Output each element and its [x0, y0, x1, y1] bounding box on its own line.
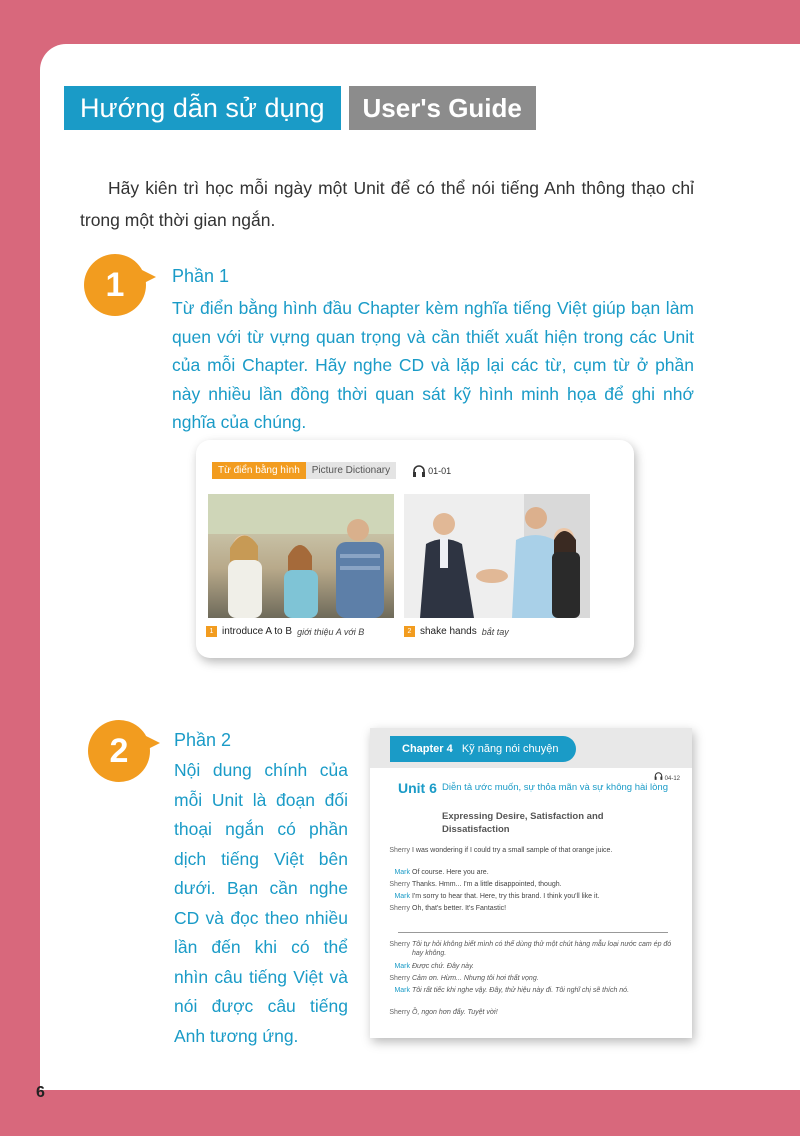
unit-title-vi: Diễn tả ước muốn, sự thỏa mãn và sự không hài lòng: [442, 782, 668, 793]
dialogue-text: Cảm ơn. Hừm... Nhưng tôi hơi thất vọng.: [412, 975, 539, 982]
chapter-sample-card: [370, 728, 692, 1038]
page-number: 6: [36, 1084, 45, 1101]
dialogue-text: Được chứ. Đây này.: [412, 963, 474, 970]
dialogue-speaker: Sherry: [389, 847, 410, 854]
unit-title-en: Expressing Desire, Satisfaction and Dissatisfaction: [442, 811, 604, 835]
picture-dictionary-card: [196, 440, 634, 658]
caption-2-en: shake hands: [420, 626, 477, 637]
caption-2-vi: bắt tay: [481, 626, 509, 637]
caption-number-2: 2: [404, 626, 415, 637]
caption-1-en: introduce A to B: [222, 626, 293, 637]
part2-body: Nội dung chính của mỗi Unit là đoạn đối thoại ngắn có phần dịch tiếng Việt bên dưới. Bạn cần nghe CD và đọc theo nhiều lần đến khi có thể nhìn câu tiếng Việt và nói được câu tiếng Anh tương ứng.: [174, 760, 348, 1046]
part1-title: Phần 1: [172, 266, 230, 286]
part1-body: Từ điển bằng hình đầu Chapter kèm nghĩa tiếng Việt giúp bạn làm quen với từ vựng quan trọng và cần thiết xuất hiện trong các Unit của mỗi Chapter. Hãy nghe CD và lặp lại các từ, cụm từ ở phần này nhiều lần đồng thời quan sát kỹ hình minh họa để ghi nhớ nghĩa của chúng.: [172, 298, 694, 432]
dialogue-text: I was wondering if I could try a small sample of that orange juice.: [412, 847, 613, 854]
title-vi: Hướng dẫn sử dụng: [64, 86, 341, 130]
picture-dictionary-header: [212, 462, 451, 479]
part2-number-badge: 2: [88, 720, 150, 782]
caption-1-vi: giới thiệu A với B: [297, 626, 365, 637]
audio-track: [412, 465, 451, 477]
headphones-icon: [654, 772, 663, 780]
audio-track-number: 01-01: [428, 465, 452, 476]
title-en: User's Guide: [349, 86, 536, 130]
chapter-audio-number: 04-12: [664, 776, 680, 782]
dialogue-speaker: Sherry: [389, 905, 410, 912]
dialogue-speaker: Mark: [394, 963, 410, 970]
dialogue-speaker: Mark: [394, 869, 410, 876]
dialogue-speaker: Sherry: [389, 941, 410, 948]
photo-shake-hands: [404, 494, 590, 618]
caption-number-1: 1: [206, 626, 217, 637]
dialogue-speaker: Sherry: [389, 975, 410, 982]
chapter-pill: [390, 736, 576, 762]
unit-label: Unit 6: [398, 780, 437, 796]
picture-dictionary-tag-vi: Từ điển bằng hình: [212, 462, 306, 479]
part1-number-badge: 1: [84, 254, 146, 316]
dialogue-speaker: Sherry: [389, 1009, 410, 1016]
caption-1: [206, 626, 364, 637]
chapter-banner: [370, 728, 692, 768]
dialogue-text: Of course. Here you are.: [412, 869, 489, 876]
photo-introduce: [208, 494, 394, 618]
part2-title: Phần 2: [174, 730, 232, 750]
chapter-title: Kỹ năng nói chuyện: [461, 743, 559, 755]
dialogue-divider: [398, 932, 668, 933]
dialogue-text: Oh, that's better. It's Fantastic!: [412, 905, 507, 912]
chapter-label: Chapter 4: [402, 743, 453, 755]
picture-dictionary-tag-en: Picture Dictionary: [306, 462, 396, 479]
intro-paragraph: Hãy kiên trì học mỗi ngày một Unit để có thể nói tiếng Anh thông thạo chỉ trong một thời gian ngắn.: [80, 178, 694, 230]
dialogue-speaker: Mark: [394, 893, 410, 900]
chapter-audio: [654, 772, 680, 782]
headphones-icon: [412, 465, 426, 477]
dialogue-text: Ồ, ngon hơn đấy. Tuyệt vời!: [412, 1009, 498, 1016]
dialogue-text: Tôi rất tiếc khi nghe vậy. Đây, thử hiệu này đi. Tôi nghĩ chị sẽ thích nó.: [412, 987, 630, 994]
caption-2: [404, 626, 509, 637]
dialogue-speaker: Mark: [394, 987, 410, 994]
dialogue-text: I'm sorry to hear that. Here, try this brand. I think you'll like it.: [412, 893, 600, 900]
dialogue-text: Thanks. Hmm... I'm a little disappointed, though.: [412, 881, 562, 888]
guide-title-tabs: [64, 86, 536, 130]
dialogue-text: Tôi tự hỏi không biết mình có thể dùng thử một chút hàng mẫu loại nước cam ép đó hay không.: [412, 941, 672, 957]
dialogue-speaker: Sherry: [389, 881, 410, 888]
